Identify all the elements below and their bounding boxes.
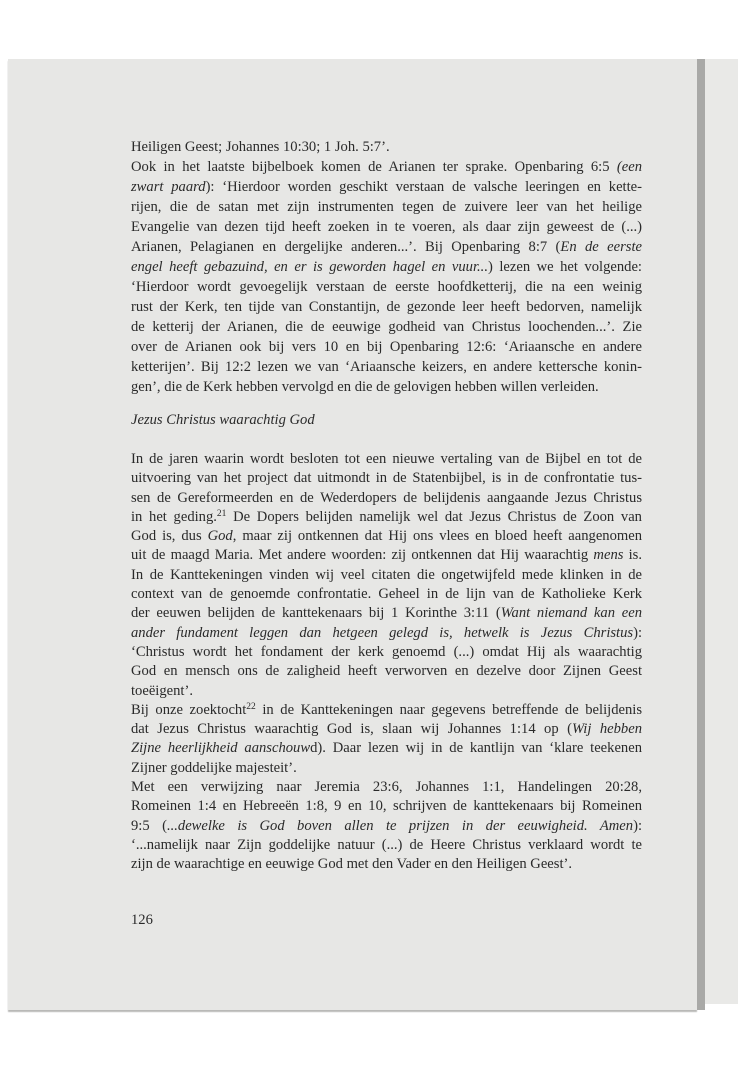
- text-segment: ‘Christus wordt het fondament der kerk genoemd (...) omdat Hij als waarachtig: [131, 643, 642, 660]
- text-segment: Romeinen 1:4 en Hebreeën 1:8, 9 en 10, schrijven de kanttekenaars bij Romeinen: [131, 798, 642, 815]
- text-segment: is.: [623, 547, 643, 564]
- text-segment: in de Kanttekeningen naar gegevens betreffende de belijdenis: [255, 701, 642, 718]
- text-segment: toeëigent’.: [131, 682, 193, 699]
- text-segment: Ook in het laatste bijbelboek komen de Arianen ter sprake. Openbaring 6:5: [131, 159, 617, 175]
- text-segment: sen de Gereformeerden en de Wederdopers de belijdenis aangaande Jezus Christus: [131, 489, 642, 506]
- footnote-reference: 22: [246, 701, 256, 712]
- italic-text: zwart paard: [131, 179, 206, 195]
- text-line: [131, 759, 642, 778]
- text-line: [131, 357, 642, 377]
- italic-text: Wij hebben: [571, 721, 642, 738]
- text-segment: God en mensch ons de zaligheid heeft verworven en dezelve door Zijnen Geest: [131, 663, 642, 680]
- text-segment: Zijner goddelijke majesteit’.: [131, 759, 297, 776]
- text-line: [131, 489, 642, 508]
- text-line: [131, 585, 642, 604]
- text-segment: Heiligen Geest; Johannes 10:30; 1 Joh. 5:7’.: [131, 139, 390, 155]
- text-line: [131, 337, 642, 357]
- text-segment: uit de maagd Maria. Met andere woorden: zij ontkennen dat Hij waarachtig: [131, 547, 594, 564]
- italic-text: Want niemand kan een: [500, 605, 642, 622]
- text-segment: 9:5 (: [131, 817, 167, 834]
- section-heading: Jezus Christus waarachtig God: [131, 412, 315, 428]
- text-line: [131, 469, 642, 488]
- text-line: [131, 682, 642, 701]
- text-segment: uitvoering van het project dat uitmondt in de Statenbijbel, is in de confrontatie tus-: [131, 470, 642, 487]
- italic-text: ander fundament leggen dan hetgeen gelegd is, hetwelk is Jezus Christus: [131, 624, 634, 641]
- text-line: [131, 177, 642, 197]
- italic-text: En de eerste: [560, 239, 642, 255]
- paragraph: [131, 157, 642, 397]
- text-line: [131, 217, 642, 237]
- text-line: [131, 701, 642, 720]
- paragraph: [131, 701, 642, 778]
- text-line: [131, 157, 642, 177]
- paragraph: [131, 450, 642, 701]
- text-line: [131, 317, 642, 337]
- text-line: [131, 624, 642, 643]
- text-segment: ‘Hierdoor wordt gevoegelijk verstaan de eerste hoofdketterij, die na een weinig: [131, 279, 642, 295]
- text-segment: rijen, die de satan met zijn instrumenten tegen de zuivere leer van het heilige: [131, 199, 642, 215]
- text-line: [131, 778, 642, 797]
- text-segment: context van de genoemde confrontatie. Geheel in de lijn van de Katholieke Kerk: [131, 586, 642, 603]
- text-segment: der eeuwen belijden de kanttekenaars bij 1 Korinthe 3:11 (: [131, 605, 501, 622]
- facing-page-edge: [705, 59, 738, 1004]
- italic-text: Zijne heerlijkheid aanschouw: [131, 740, 311, 757]
- text-line: [131, 817, 642, 836]
- text-line: [131, 546, 642, 565]
- text-line: [131, 604, 642, 623]
- text-line: [131, 566, 642, 585]
- text-segment: God is, dus: [131, 528, 208, 545]
- italic-text: (een: [616, 159, 642, 175]
- italic-text: mens: [593, 547, 624, 564]
- footnote-reference: 21: [216, 508, 227, 519]
- text-segment: Met een verwijzing naar Jeremia 23:6, Johannes 1:1, Handelingen 20:28,: [131, 779, 642, 796]
- text-segment: Arianen, Pelagianen en dergelijke anderen...’. Bij Openbaring 8:7 (: [131, 239, 561, 255]
- text-line: [131, 797, 642, 816]
- text-line: [131, 277, 642, 297]
- text-line: [131, 137, 642, 157]
- text-segment: In de Kanttekeningen vinden wij veel citaten die ongetwijfeld mede klinken in de: [131, 566, 642, 583]
- text-segment: zijn de waarachtige en eeuwige God met den Vader en den Heiligen Geest’.: [131, 856, 573, 873]
- paragraph: [131, 778, 642, 874]
- text-segment: dat Jezus Christus waarachtig God is, slaan wij Johannes 1:14 op (: [131, 721, 572, 738]
- italic-text: engel heeft gebazuind, en er is geworden hagel en vuur...: [131, 259, 488, 275]
- text-line: [131, 836, 642, 855]
- text-segment: ): ‘Hierdoor worden geschikt verstaan de valsche leeringen en kette-: [205, 179, 642, 195]
- text-segment: In de jaren waarin wordt besloten tot een nieuwe vertaling van de Bijbel en tot de: [131, 451, 642, 467]
- text-segment: gen’, die de Kerk hebben vervolgd en die de gelovigen hebben willen verleiden.: [131, 379, 599, 395]
- text-segment: in het geding.: [131, 508, 217, 525]
- text-segment: d). Daar lezen wij in de kantlijn van ‘klare teekenen: [310, 740, 642, 757]
- text-line: [131, 377, 642, 397]
- text-segment: Bij onze zoektocht: [131, 701, 247, 718]
- text-line: [131, 527, 642, 546]
- text-segment: ):: [633, 817, 642, 834]
- book-gutter: [697, 59, 705, 1010]
- text-segment: ketterijen’. Bij 12:2 lezen we van ‘Ariaansche keizers, en andere kettersche konin-: [131, 359, 642, 375]
- text-segment: De Dopers belijden namelijk wel dat Jezus Christus de Zoon van: [226, 508, 642, 525]
- text-segment: ) lezen we het volgende:: [487, 259, 642, 275]
- text-segment: ):: [633, 624, 642, 641]
- text-segment: ‘...namelijk naar Zijn goddelijke natuur (...) de Heere Christus verklaard wordt te: [131, 836, 642, 853]
- text-block-main: [131, 450, 642, 875]
- text-segment: de ketterij der Arianen, die de eeuwige godheid van Christus loochenden...’. Zie: [131, 319, 642, 335]
- text-line: [131, 450, 642, 469]
- text-line: [131, 643, 642, 662]
- text-line: [131, 508, 642, 527]
- text-line: [131, 237, 642, 257]
- text-line: [131, 720, 642, 739]
- text-line: [131, 197, 642, 217]
- text-line: [131, 855, 642, 874]
- text-block-top: [131, 137, 642, 397]
- italic-text: God: [207, 528, 233, 545]
- text-segment: , maar zij ontkennen dat Hij ons vlees en bloed heeft aangenomen: [232, 528, 643, 545]
- text-line: [131, 297, 642, 317]
- paragraph: [131, 137, 642, 157]
- text-segment: Evangelie van dezen tijd heeft zoeken in te voeren, als daar zijn geweest de (...): [131, 219, 642, 235]
- text-segment: over de Arianen ook bij vers 10 en bij Openbaring 12:6: ‘Ariaansche en andere: [131, 339, 642, 355]
- italic-text: ...dewelke is God boven allen te prijzen in der eeuwigheid. Amen: [166, 817, 634, 834]
- text-line: [131, 662, 642, 681]
- text-segment: rust der Kerk, ten tijde van Constantijn, de gezonde leer heeft bedorven, namelijk: [131, 299, 642, 315]
- text-line: [131, 739, 642, 758]
- page-number: 126: [131, 912, 153, 928]
- text-line: [131, 257, 642, 277]
